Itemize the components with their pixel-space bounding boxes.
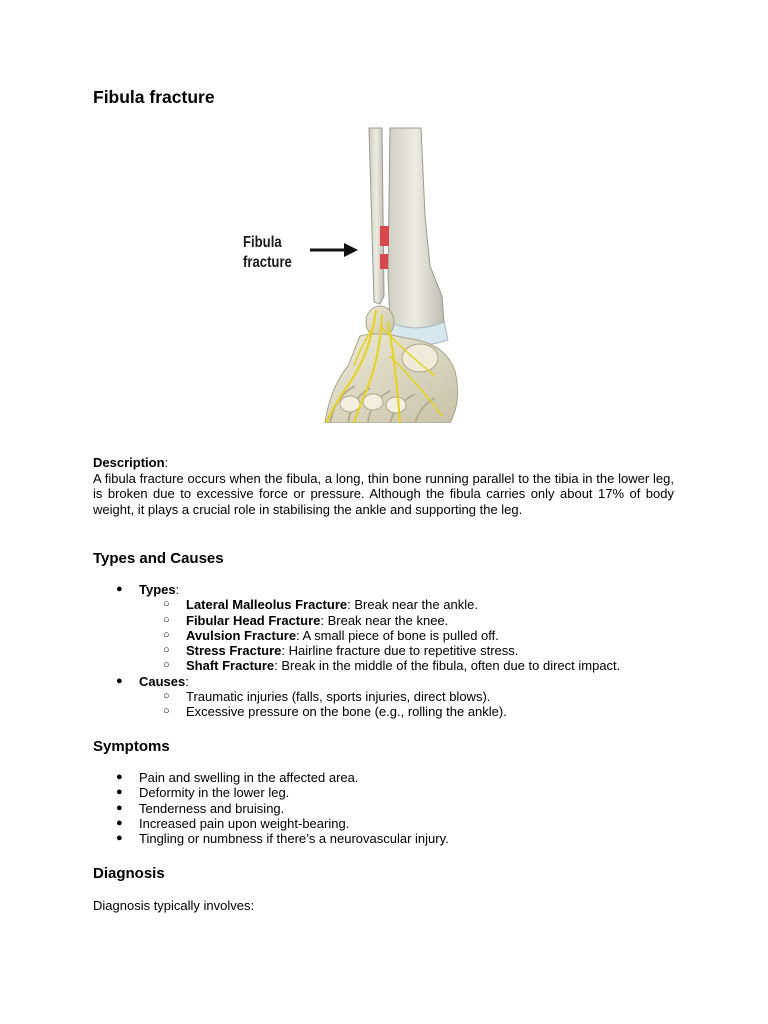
sub-bullet-icon: ○ (163, 705, 170, 718)
bullet-icon: ● (116, 832, 123, 845)
list-item-type (93, 613, 683, 628)
type-desc: : Break near the ankle. (347, 597, 478, 613)
bullet-icon: ● (116, 583, 123, 595)
type-desc: : A small piece of bone is pulled off. (296, 627, 499, 643)
list-item-types (93, 582, 683, 597)
sub-bullet-icon: ○ (163, 644, 170, 657)
types-causes-heading: Types and Causes (93, 550, 224, 567)
symptom-text: Deformity in the lower leg. (139, 785, 290, 801)
type-desc: : Hairline fracture due to repetitive stress. (281, 643, 519, 659)
list-item-type (93, 597, 683, 612)
fracture-mark-upper (380, 226, 389, 246)
list-item-type (93, 643, 683, 658)
sub-bullet-icon: ○ (163, 598, 170, 611)
bullet-icon: ● (116, 674, 123, 687)
symptom-text: Tenderness and bruising. (139, 800, 285, 816)
sub-bullet-icon: ○ (163, 659, 170, 672)
symptoms-heading: Symptoms (93, 738, 170, 755)
type-name: Stress Fracture (186, 643, 282, 659)
list-item-causes (93, 674, 683, 689)
page-title: Fibula fracture (93, 87, 215, 107)
sub-bullet-icon: ○ (163, 628, 170, 641)
list-item-type (93, 628, 683, 643)
bullet-icon: ● (116, 771, 123, 783)
fibula-fracture-illustration (230, 126, 470, 423)
fracture-mark-lower (380, 254, 388, 269)
list-item-type (93, 658, 683, 673)
colon: : (175, 582, 180, 597)
cause-text: Excessive pressure on the bone (e.g., rolling the ankle). (186, 704, 507, 720)
type-desc: : Break in the middle of the fibula, often due to direct impact. (274, 658, 621, 674)
colon: : (185, 673, 189, 689)
bullet-icon: ● (116, 786, 123, 799)
list-item-cause (93, 689, 683, 704)
list-item-symptom (93, 816, 683, 831)
leg-bone-drawing (230, 126, 470, 423)
description-label: Description (93, 455, 165, 470)
types-label: Types (139, 582, 176, 597)
types-causes-list (93, 582, 683, 720)
symptom-text: Increased pain upon weight-bearing. (139, 815, 350, 831)
list-item-symptom (93, 770, 683, 785)
causes-label: Causes (139, 673, 186, 689)
type-name: Shaft Fracture (186, 658, 275, 674)
arrow-right-icon (310, 243, 358, 257)
type-name: Fibular Head Fracture (186, 612, 321, 628)
bullet-icon: ● (116, 801, 123, 814)
bullet-icon: ● (116, 816, 123, 829)
list-item-symptom (93, 785, 683, 800)
sub-bullet-icon: ○ (163, 613, 170, 626)
figure-label-line2: fracture (243, 254, 292, 271)
type-name: Avulsion Fracture (186, 627, 297, 643)
diagnosis-intro: Diagnosis typically involves: (93, 898, 255, 913)
list-item-symptom (93, 801, 683, 816)
list-item-symptom (93, 831, 683, 846)
description-label-row (93, 455, 168, 470)
colon: : (164, 455, 169, 470)
list-item-cause (93, 704, 683, 719)
cause-text: Traumatic injuries (falls, sports injuries, direct blows). (186, 689, 491, 705)
figure-label-line1: Fibula (243, 234, 282, 251)
diagnosis-heading: Diagnosis (93, 865, 165, 882)
type-name: Lateral Malleolus Fracture (186, 597, 348, 613)
sub-bullet-icon: ○ (163, 690, 170, 703)
type-desc: : Break near the knee. (320, 612, 449, 628)
symptom-text: Pain and swelling in the affected area. (139, 770, 359, 785)
symptom-text: Tingling or numbness if there’s a neurovascular injury. (139, 831, 449, 847)
description-text: A fibula fracture occurs when the fibula, a long, thin bone running parallel to the tibia in the lower leg, is broken due to excessive force or pressure. Although the fibula carries only about 17% of body weight, it plays a crucial role in stabilising the ankle and supporting the leg. (93, 471, 674, 517)
symptoms-list (93, 770, 683, 846)
